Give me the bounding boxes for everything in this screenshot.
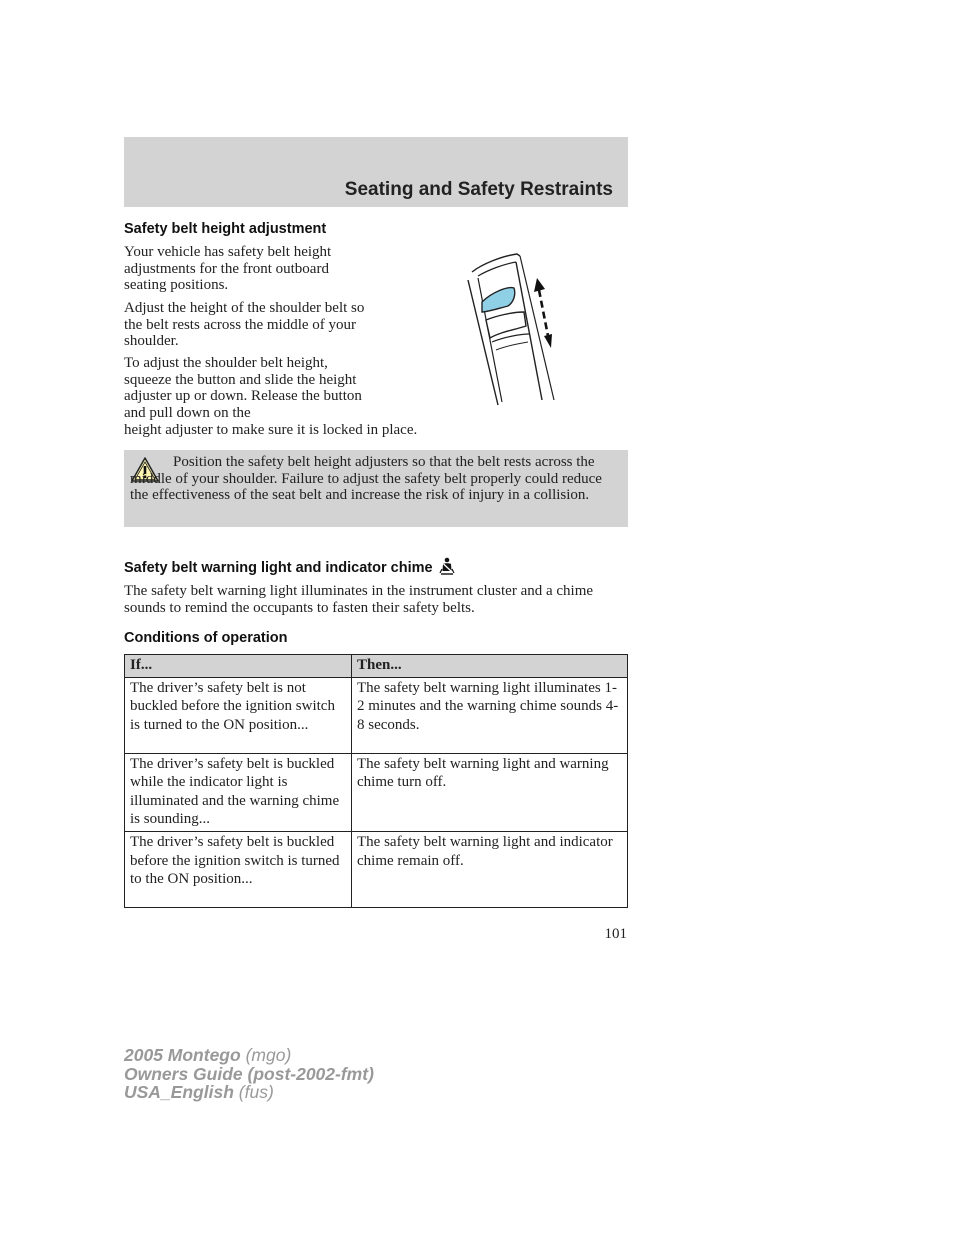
warning-text: Position the safety belt height adjusters so that the belt rests across the middle of your shoulder. Failure to adjust the safety belt properly could reduce the effectiveness of the seat belt and increase the risk of injury in a collision. (130, 454, 602, 503)
table-row (125, 677, 628, 753)
paragraph-adjust-instructions-b: height adjuster to make sure it is locked in place. (124, 422, 418, 438)
section-heading-warning-light-text: Safety belt warning light and indicator chime (124, 560, 433, 576)
conditions-table (124, 654, 628, 908)
table-cell-then: The safety belt warning light illuminates 1-2 minutes and the warning chime sounds 4-8 seconds. (352, 677, 628, 753)
table-cell-if: The driver’s safety belt is not buckled before the ignition switch is turned to the ON position... (125, 677, 352, 753)
table-cell-then: The safety belt warning light and warning chime turn off. (352, 753, 628, 831)
table-cell-if: The driver’s safety belt is buckled while the indicator light is illuminated and the warning chime is sounding... (125, 753, 352, 831)
paragraph-adjust-instructions-a: To adjust the shoulder belt height, squeeze the button and slide the height adjuster up or down. Release the button and pull down on the (124, 355, 362, 421)
table-cell-then: The safety belt warning light and indicator chime remain off. (352, 831, 628, 907)
column-header-then: Then... (352, 655, 628, 678)
section-heading-conditions: Conditions of operation (124, 630, 288, 646)
paragraph-warning-light: The safety belt warning light illuminates in the instrument cluster and a chime sounds to remind the occupants to fasten their safety belts. (124, 583, 594, 616)
header-band (124, 137, 628, 207)
footer-line-3: USA_English (fus) (124, 1082, 274, 1102)
table-row (125, 831, 628, 907)
table-row (125, 753, 628, 831)
table-header-row (125, 655, 628, 678)
column-header-if: If... (125, 655, 352, 678)
footer-line-1: 2005 Montego (mgo) (124, 1045, 292, 1065)
table-cell-if: The driver’s safety belt is buckled before the ignition switch is turned to the ON position... (125, 831, 352, 907)
page-title: Seating and Safety Restraints (344, 179, 613, 200)
footer (124, 1046, 374, 1102)
footer-line-2: Owners Guide (post-2002-fmt) (124, 1063, 374, 1084)
seatbelt-icon (439, 557, 455, 575)
paragraph-belt-height-intro: Your vehicle has safety belt height adjustments for the front outboard seating positions. (124, 244, 332, 293)
warning-box (124, 450, 628, 527)
paragraph-adjust-height: Adjust the height of the shoulder belt so the belt rests across the middle of your shoulder. (124, 300, 365, 349)
belt-height-adjuster-illustration (462, 250, 562, 412)
section-heading-warning-light (124, 557, 455, 576)
page-number: 101 (604, 926, 627, 942)
section-heading-belt-height: Safety belt height adjustment (124, 221, 327, 237)
